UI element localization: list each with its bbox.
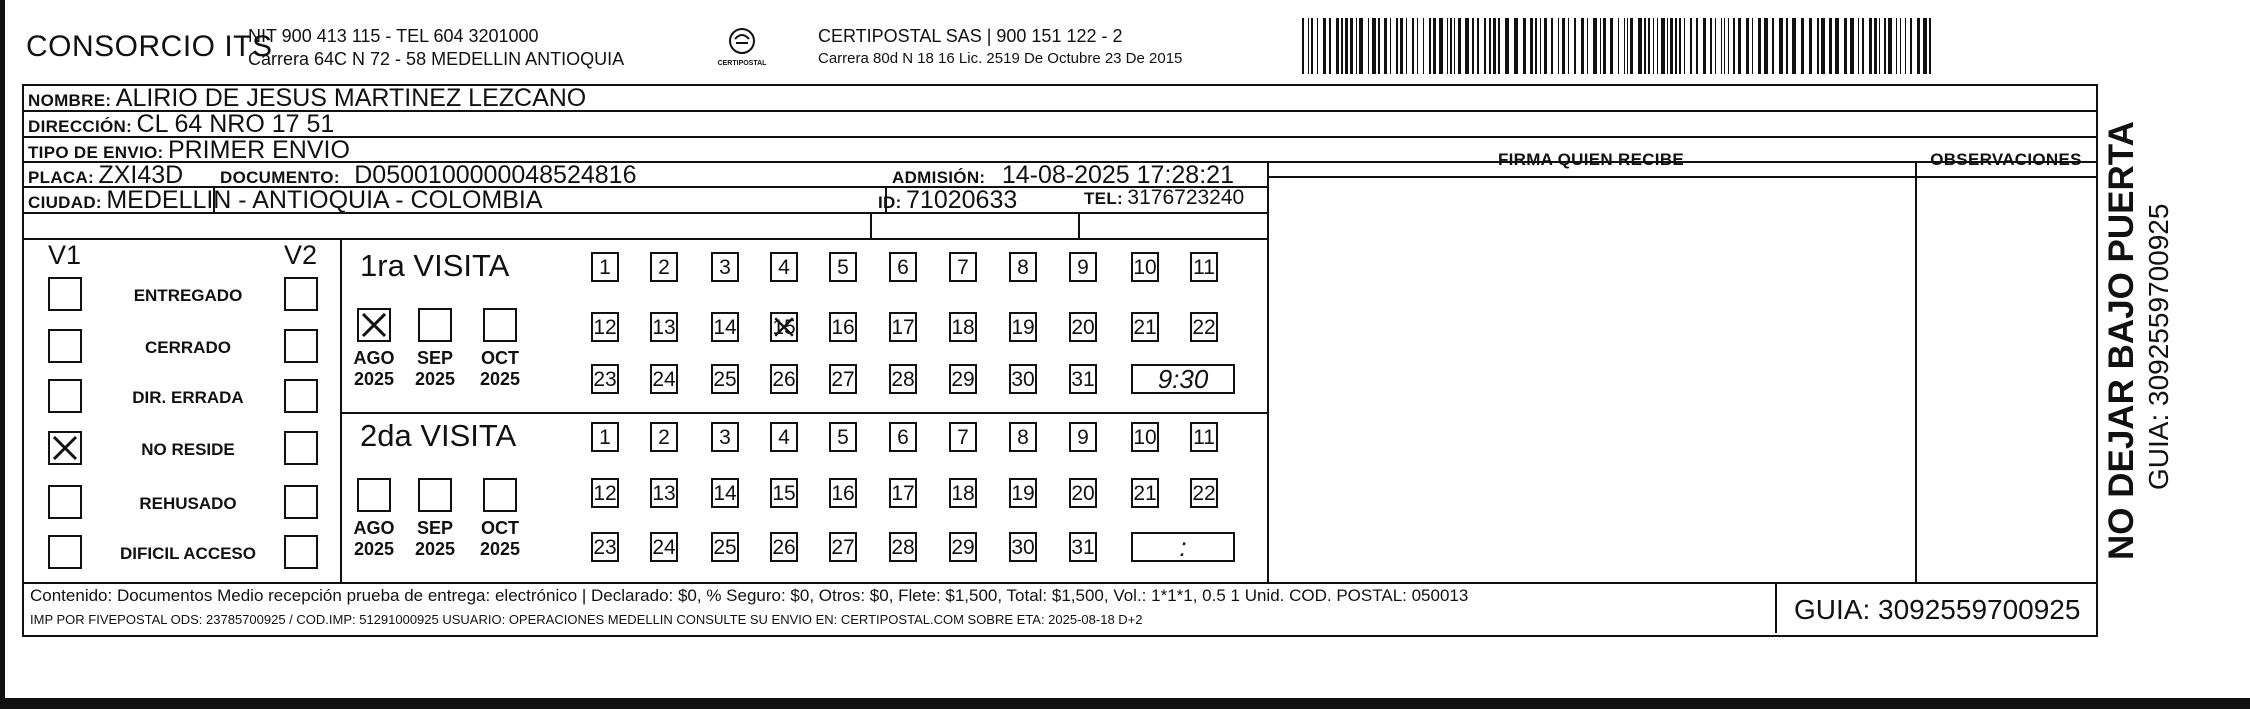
day-box[interactable]: 8	[1009, 422, 1037, 452]
day-box[interactable]: 6	[889, 252, 917, 282]
barcode-bar	[1308, 18, 1309, 74]
barcode-bar	[1465, 18, 1469, 74]
ciudad-label: CIUDAD:	[28, 193, 102, 212]
day-box[interactable]: 21	[1131, 312, 1159, 342]
license-line: Carrera 80d N 18 16 Lic. 2519 De Octubre 23 De 2015	[818, 50, 1183, 67]
tel-label: TEL:	[1084, 189, 1123, 208]
barcode-bar	[1869, 18, 1872, 74]
tipo-value: PRIMER ENVIO	[167, 136, 350, 164]
barcode-bar	[1317, 18, 1318, 74]
barcode-bar	[1829, 18, 1832, 74]
day-box[interactable]: 16	[829, 478, 857, 508]
footer-guia: GUIA: 3092559700925	[1794, 594, 2081, 625]
barcode-bar	[1630, 18, 1633, 74]
barcode-bar	[1667, 18, 1668, 74]
v1-checkbox[interactable]	[48, 431, 82, 465]
barcode-bar	[1472, 18, 1474, 74]
barcode-bar	[1350, 18, 1353, 74]
barcode-bar	[1644, 18, 1646, 74]
nit-line: NIT 900 413 115 - TEL 604 3201000	[248, 26, 539, 46]
v2-checkbox[interactable]	[284, 485, 318, 519]
barcode-bar	[1384, 18, 1387, 74]
barcode-bar	[1670, 18, 1673, 74]
month-label: AGO 2025	[353, 348, 395, 389]
barcode-bar	[1858, 18, 1859, 74]
side-warning: NO DEJAR BAJO PUERTA	[2102, 121, 2141, 560]
day-box[interactable]: 1	[591, 252, 619, 282]
day-box[interactable]: 18	[949, 312, 977, 342]
day-box[interactable]: 9	[1069, 422, 1097, 452]
scan-edge	[0, 698, 2250, 709]
barcode-bar	[1417, 18, 1418, 74]
day-box[interactable]: 15	[770, 312, 798, 342]
day-box[interactable]: 1	[591, 422, 619, 452]
placa-value: ZXI43D	[98, 161, 184, 189]
firma-header: FIRMA QUIEN RECIBE	[1497, 150, 1685, 169]
day-box[interactable]: 19	[1009, 478, 1037, 508]
barcode-bar	[1396, 18, 1398, 74]
barcode-bar	[1359, 18, 1363, 74]
v2-checkbox[interactable]	[284, 379, 318, 413]
documento-value: D0500100000048524816	[354, 161, 637, 189]
day-box[interactable]: 14	[711, 478, 739, 508]
day-box[interactable]: 10	[1131, 422, 1159, 452]
barcode-bar	[1900, 18, 1901, 74]
v1-checkbox[interactable]	[48, 485, 82, 519]
barcode-bar	[1412, 18, 1414, 74]
day-box[interactable]: 27	[829, 532, 857, 562]
day-box[interactable]: 29	[949, 532, 977, 562]
day-box[interactable]: 9	[1069, 252, 1097, 282]
month-label: OCT 2025	[479, 518, 521, 559]
month-label: SEP 2025	[414, 348, 456, 389]
day-box[interactable]: 12	[591, 312, 619, 342]
barcode-bar	[1896, 18, 1897, 74]
barcode-bar	[1574, 18, 1576, 74]
day-box[interactable]: 14	[711, 312, 739, 342]
v1-label: V1	[48, 240, 82, 270]
month-label: AGO 2025	[353, 518, 395, 559]
barcode-bar	[1406, 18, 1407, 74]
day-box[interactable]: 19	[1009, 312, 1037, 342]
v1-checkbox[interactable]	[48, 535, 82, 569]
placa-label: PLACA:	[28, 168, 95, 187]
barcode-bar	[1772, 18, 1774, 74]
footer-imp: IMP POR FIVEPOSTAL ODS: 23785700925 / COD.IMP: 51291000925 USUARIO: OPERACIONES MEDELLIN CONSULTE SU ENVIO EN: CERTIPOSTAL.COM SOBRE ETA: 2025-08-18 D+2	[30, 612, 1143, 627]
barcode-bar	[1454, 18, 1455, 74]
day-box[interactable]: 7	[949, 252, 977, 282]
barcode-bar	[1835, 18, 1839, 74]
v1-checkbox[interactable]	[48, 277, 82, 311]
barcode-bar	[1433, 18, 1436, 74]
day-box[interactable]: 20	[1069, 312, 1097, 342]
barcode-bar	[1648, 18, 1650, 74]
barcode-bar	[1562, 18, 1565, 74]
day-box[interactable]: 15	[770, 478, 798, 508]
day-box[interactable]: 22	[1190, 478, 1218, 508]
barcode-bar	[1489, 18, 1491, 74]
barcode-bar	[1733, 18, 1735, 74]
v2-checkbox[interactable]	[284, 535, 318, 569]
barcode-bar	[1758, 18, 1761, 74]
barcode-bar	[1703, 18, 1706, 74]
month-checkbox[interactable]	[483, 478, 517, 512]
barcode-bar	[1817, 18, 1819, 74]
barcode-bar	[1523, 18, 1526, 74]
observaciones-header: OBSERVACIONES	[1930, 150, 2082, 169]
barcode-bar	[1568, 18, 1569, 74]
status-label: CERRADO	[145, 338, 231, 357]
day-box[interactable]: 13	[650, 312, 678, 342]
barcode-bar	[1400, 18, 1403, 74]
barcode-bar	[1458, 18, 1461, 74]
barcode-bar	[1684, 18, 1685, 74]
day-box[interactable]: 22	[1190, 312, 1218, 342]
day-box[interactable]: 4	[770, 252, 798, 282]
barcode-bar	[1345, 18, 1348, 74]
barcode-bar	[1724, 18, 1725, 74]
day-box[interactable]: 25	[711, 532, 739, 562]
barcode-bar	[1551, 18, 1553, 74]
ciudad-row	[28, 186, 543, 215]
visit2-title: 2da VISITA	[360, 418, 517, 453]
status-label: REHUSADO	[139, 494, 237, 513]
v2-checkbox[interactable]	[284, 431, 318, 465]
day-box[interactable]: 11	[1190, 422, 1218, 452]
barcode-bar	[1638, 18, 1642, 74]
barcode-bar	[1498, 18, 1500, 74]
barcode-bar	[1450, 18, 1452, 74]
barcode-bar	[1874, 18, 1877, 74]
admision-label: ADMISIÓN:	[892, 168, 986, 187]
barcode-bar	[1779, 18, 1783, 74]
barcode-bar	[1356, 18, 1357, 74]
tel-value: 3176723240	[1127, 186, 1245, 209]
barcode-bar	[1888, 18, 1892, 74]
month-checkbox[interactable]	[357, 308, 391, 342]
tipo-label: TIPO DE ENVIO:	[28, 143, 164, 162]
v1-checkbox[interactable]	[48, 379, 82, 413]
barcode-bar	[1710, 18, 1712, 74]
barcode-bar	[1618, 18, 1619, 74]
barcode-bar	[1910, 18, 1912, 74]
barcode-bar	[1587, 18, 1588, 74]
barcode-bar	[1923, 18, 1927, 74]
barcode-bar	[1752, 18, 1753, 74]
id-value: 71020633	[906, 186, 1018, 214]
day-box[interactable]: 30	[1009, 364, 1037, 394]
status-label: DIFICIL ACCESO	[119, 544, 256, 563]
day-box[interactable]: 28	[889, 364, 917, 394]
barcode-bar	[1530, 18, 1533, 74]
day-box[interactable]: 26	[770, 532, 798, 562]
ciudad-value: MEDELLIN - ANTIOQUIA - COLOMBIA	[106, 186, 543, 214]
barcode-bar	[1675, 18, 1677, 74]
v2-checkbox[interactable]	[284, 277, 318, 311]
nombre-label: NOMBRE:	[28, 91, 112, 110]
barcode-bar	[1884, 18, 1886, 74]
company-line: CERTIPOSTAL SAS | 900 151 122 - 2	[818, 26, 1123, 46]
day-box[interactable]: 30	[1009, 532, 1037, 562]
day-box[interactable]: 24	[650, 364, 678, 394]
day-box[interactable]: 3	[711, 422, 739, 452]
barcode-bar	[1738, 18, 1741, 74]
barcode-bar	[1792, 18, 1796, 74]
barcode-bar	[1544, 18, 1547, 74]
barcode-bar	[1661, 18, 1665, 74]
day-box[interactable]: 26	[770, 364, 798, 394]
barcode-bar	[1603, 18, 1606, 74]
day-box[interactable]: 25	[711, 364, 739, 394]
barcode-bar	[1821, 18, 1825, 74]
barcode-bar	[1302, 18, 1304, 74]
side-guia: GUIA: 3092559700925	[2143, 203, 2174, 490]
barcode-bar	[1728, 18, 1729, 74]
barcode-bar	[1493, 18, 1496, 74]
barcode-bar	[1862, 18, 1864, 74]
status-label: ENTREGADO	[133, 286, 243, 305]
day-box[interactable]: 23	[591, 532, 619, 562]
v2-label: V2	[284, 240, 318, 270]
day-box[interactable]: 23	[591, 364, 619, 394]
barcode-bar	[1341, 18, 1343, 74]
day-box[interactable]: 18	[949, 478, 977, 508]
month-checkbox[interactable]	[483, 308, 517, 342]
barcode-bar	[1905, 18, 1906, 74]
barcode-bar	[1540, 18, 1541, 74]
direccion-row	[28, 110, 334, 139]
month-checkbox[interactable]	[418, 478, 452, 512]
barcode-bar	[1696, 18, 1698, 74]
barcode-bar	[1624, 18, 1625, 74]
month-checkbox[interactable]	[418, 308, 452, 342]
status-label: DIR. ERRADA	[132, 388, 244, 407]
barcode-bar	[1801, 18, 1804, 74]
day-box[interactable]: 17	[889, 312, 917, 342]
visit1-title: 1ra VISITA	[360, 248, 510, 283]
day-box[interactable]: 21	[1131, 478, 1159, 508]
barcode-bar	[1535, 18, 1537, 74]
day-box[interactable]: 2	[650, 252, 678, 282]
day-box[interactable]: 5	[829, 252, 857, 282]
admision-value: 14-08-2025 17:28:21	[1001, 161, 1234, 189]
barcode-bar	[1764, 18, 1768, 74]
barcode-bar	[1850, 18, 1854, 74]
day-box[interactable]: 3	[711, 252, 739, 282]
day-box[interactable]: 8	[1009, 252, 1037, 282]
barcode-bar	[1477, 18, 1479, 74]
barcode-bar	[1368, 18, 1369, 74]
barcode-bar	[1390, 18, 1391, 74]
nombre-row	[28, 84, 586, 113]
scan-left-edge	[0, 0, 5, 709]
barcode-bar	[1746, 18, 1749, 74]
barcode-bar	[1879, 18, 1880, 74]
barcode-bar	[1581, 18, 1584, 74]
day-box[interactable]: 10	[1131, 252, 1159, 282]
barcode-bar	[1610, 18, 1613, 74]
day-box[interactable]: 4	[770, 422, 798, 452]
barcode-bar	[1715, 18, 1716, 74]
address-line: Carrera 64C N 72 - 58 MEDELLIN ANTIOQUIA	[248, 49, 625, 69]
day-box[interactable]: 13	[650, 478, 678, 508]
barcode-bar	[1329, 18, 1331, 74]
time-box[interactable]: :	[1131, 532, 1235, 562]
barcode-bar	[1378, 18, 1380, 74]
barcode-bar	[1721, 18, 1722, 74]
day-box[interactable]: 20	[1069, 478, 1097, 508]
day-box[interactable]: 31	[1069, 532, 1097, 562]
brand-name: CONSORCIO ITS	[26, 30, 273, 63]
barcode-bar	[1447, 18, 1448, 74]
barcode-bar	[1372, 18, 1376, 74]
day-box[interactable]: 27	[829, 364, 857, 394]
barcode-bar	[1809, 18, 1812, 74]
barcode-bar	[1653, 18, 1654, 74]
barcode-bar	[1679, 18, 1681, 74]
barcode-bar	[1558, 18, 1559, 74]
barcode-bar	[1311, 18, 1313, 74]
barcode-bar	[1323, 18, 1326, 74]
barcode-bar	[1439, 18, 1443, 74]
tel-row	[1084, 186, 1244, 210]
day-box[interactable]: 16	[829, 312, 857, 342]
documento-label: DOCUMENTO:	[220, 168, 340, 187]
id-row	[878, 186, 1017, 215]
footer-content: Contenido: Documentos Medio recepción prueba de entrega: electrónico | Declarado: $0, % Seguro: $0, Otros: $0, Flete: $1,500, Total: $1,500, Vol.: 1*1*1, 0.5 1 Unid. COD. POSTAL: 050013	[30, 586, 1469, 605]
month-checkbox[interactable]	[357, 478, 391, 512]
barcode-bar	[1429, 18, 1431, 74]
barcode-bar	[1690, 18, 1692, 74]
month-label: SEP 2025	[414, 518, 456, 559]
v1-checkbox[interactable]	[48, 329, 82, 363]
nombre-value: ALIRIO DE JESUS MARTINEZ LEZCANO	[115, 84, 587, 112]
day-box[interactable]: 6	[889, 422, 917, 452]
barcode-bar	[1423, 18, 1424, 74]
barcode	[1300, 18, 1940, 74]
v2-checkbox[interactable]	[284, 329, 318, 363]
certipostal-logo	[712, 25, 772, 75]
day-box[interactable]: 29	[949, 364, 977, 394]
barcode-bar	[1593, 18, 1597, 74]
time-box[interactable]: 9:30	[1131, 364, 1235, 394]
day-box[interactable]: 17	[889, 478, 917, 508]
svg-text:CERTIPOSTAL: CERTIPOSTAL	[717, 60, 767, 67]
day-box[interactable]: 2	[650, 422, 678, 452]
barcode-bar	[1657, 18, 1658, 74]
barcode-bar	[1917, 18, 1920, 74]
day-box[interactable]: 28	[889, 532, 917, 562]
barcode-bar	[1336, 18, 1339, 74]
direccion-label: DIRECCIÓN:	[28, 117, 133, 136]
day-box[interactable]: 5	[829, 422, 857, 452]
day-box[interactable]: 11	[1190, 252, 1218, 282]
direccion-value: CL 64 NRO 17 51	[136, 110, 335, 138]
day-box[interactable]: 24	[650, 532, 678, 562]
barcode-bar	[1600, 18, 1601, 74]
barcode-bar	[1505, 18, 1509, 74]
barcode-bar	[1844, 18, 1847, 74]
id-label: ID:	[878, 193, 902, 212]
status-label: NO RESIDE	[141, 440, 235, 459]
day-box[interactable]: 7	[949, 422, 977, 452]
day-box[interactable]: 12	[591, 478, 619, 508]
barcode-bar	[1929, 18, 1931, 74]
day-box[interactable]: 31	[1069, 364, 1097, 394]
barcode-bar	[1786, 18, 1788, 74]
month-label: OCT 2025	[479, 348, 521, 389]
barcode-bar	[1514, 18, 1518, 74]
barcode-bar	[1484, 18, 1486, 74]
barcode-bar	[1627, 18, 1628, 74]
